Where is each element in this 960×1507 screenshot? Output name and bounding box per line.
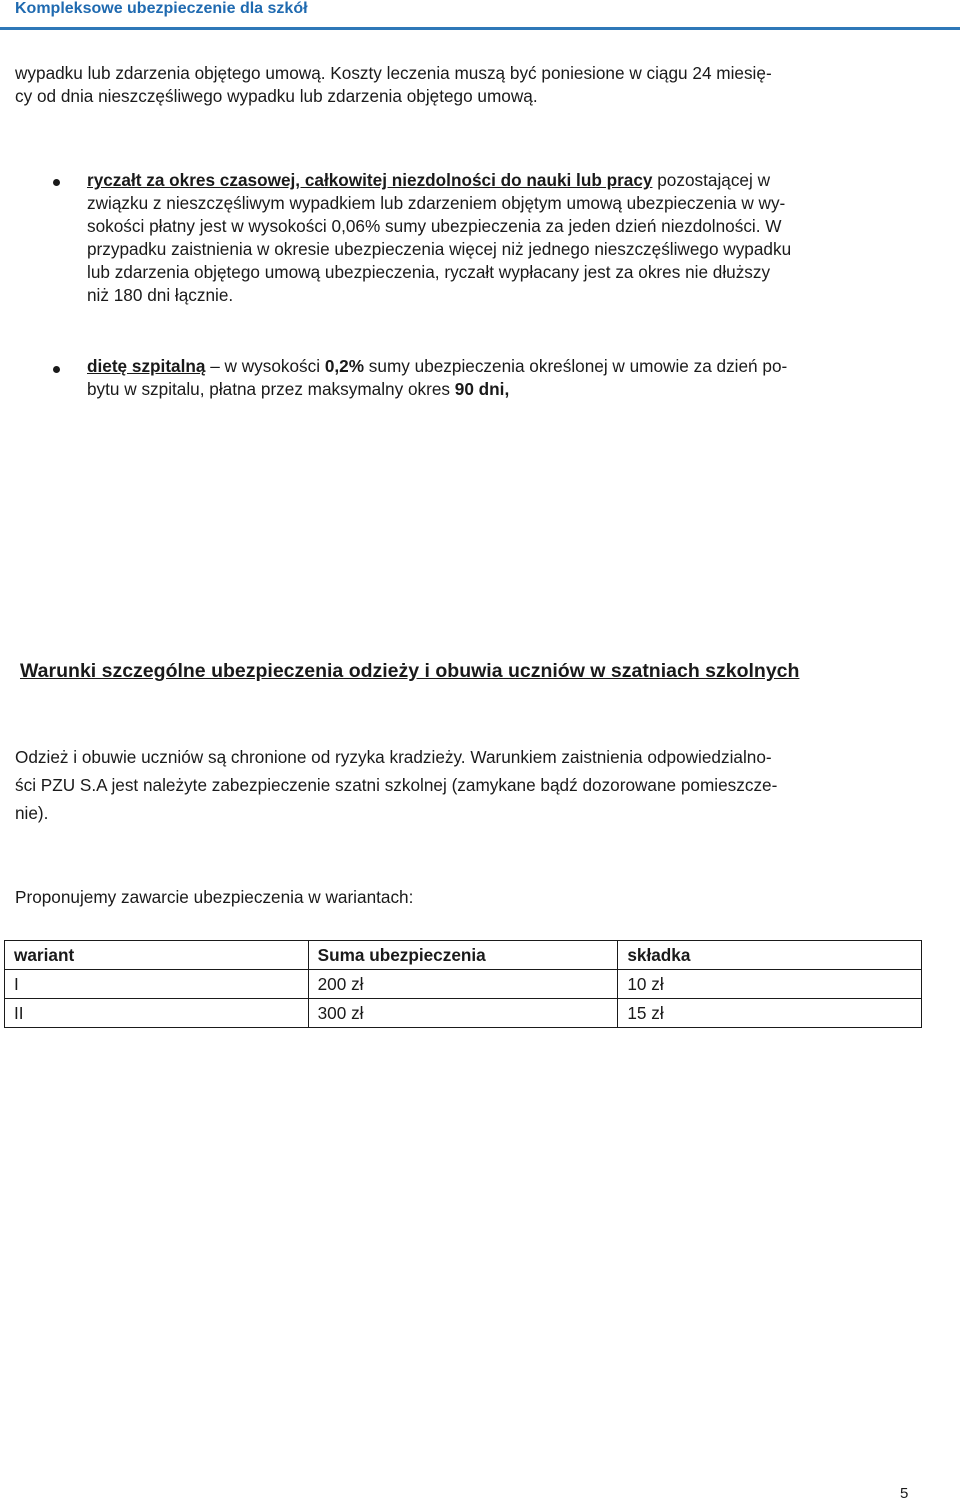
- bullet1-line-4: przypadku zaistnienia w okresie ubezpieczenia więcej niż jednego nieszczęśliwego wypadku: [87, 239, 792, 259]
- section-para-line-3: nie).: [15, 803, 49, 823]
- table-cell: 200 zł: [308, 970, 618, 999]
- bullet-icon: [53, 179, 60, 186]
- bullet2-line2-pre: bytu w szpitalu, płatna przez maksymalny okres: [87, 379, 455, 399]
- table-cell: 10 zł: [618, 970, 922, 999]
- table-row: [5, 999, 922, 1028]
- bullet2-part2: sumy ubezpieczenia określonej w umowie za dzień po-: [364, 356, 788, 376]
- bullet2-line-2: [87, 378, 509, 401]
- page-number: 5: [900, 1485, 909, 1502]
- page-header: [0, 0, 960, 30]
- bullet1-line-1: [87, 169, 770, 192]
- table-cell: I: [5, 970, 309, 999]
- variants-table: [4, 940, 922, 1028]
- table-cell: II: [5, 999, 309, 1028]
- bullet1-line1-rest: pozostającej w: [652, 170, 770, 190]
- bullet-icon: [53, 366, 60, 373]
- bullet2-lead: dietę szpitalną: [87, 356, 206, 376]
- table-header-cell: wariant: [5, 941, 309, 970]
- bullet1-line-6: niż 180 dni łącznie.: [87, 285, 234, 305]
- bullet2-percent: 0,2%: [324, 356, 365, 376]
- bullet2-part1: – w wysokości: [205, 356, 325, 376]
- intro-line-1: wypadku lub zdarzenia objętego umową. Koszty leczenia muszą być poniesione w ciągu 24 miesię-: [15, 63, 772, 83]
- table-cell: 15 zł: [618, 999, 922, 1028]
- bullet1-line-3: sokości płatny jest w wysokości 0,06% sumy ubezpieczenia za jeden dzień niezdolności. W: [87, 216, 782, 236]
- section-para-line-1: Odzież i obuwie uczniów są chronione od ryzyka kradzieży. Warunkiem zaistnienia odpowiedzialno-: [15, 747, 772, 767]
- section-heading: Warunki szczególne ubezpieczenia odzieży i obuwia uczniów w szatniach szkolnych: [20, 660, 800, 682]
- header-title: Kompleksowe ubezpieczenie dla szkół: [15, 0, 308, 17]
- intro-line-2: cy od dnia nieszczęśliwego wypadku lub zdarzenia objętego umową.: [15, 86, 538, 106]
- bullet2-line-1: [87, 355, 787, 378]
- proposal-text: Proponujemy zawarcie ubezpieczenia w wariantach:: [15, 887, 414, 907]
- bullet2-days: 90 dni,: [454, 379, 510, 399]
- table-cell: 300 zł: [308, 999, 618, 1028]
- table-header-cell: składka: [618, 941, 922, 970]
- table-row: [5, 970, 922, 999]
- table-header-cell: Suma ubezpieczenia: [308, 941, 618, 970]
- bullet1-line-2: związku z nieszczęśliwym wypadkiem lub zdarzeniem objętym umową ubezpieczenia w wy-: [87, 193, 786, 213]
- bullet1-lead: ryczałt za okres czasowej, całkowitej niezdolności do nauki lub pracy: [87, 170, 653, 190]
- section-para-line-2: ści PZU S.A jest należyte zabezpieczenie szatni szkolnej (zamykane bądź dozorowane pomieszcze-: [15, 775, 778, 795]
- bullet1-line-5: lub zdarzenia objętego umową ubezpieczenia, ryczałt wypłacany jest za okres nie dłuższy: [87, 262, 771, 282]
- table-header-row: [5, 941, 922, 970]
